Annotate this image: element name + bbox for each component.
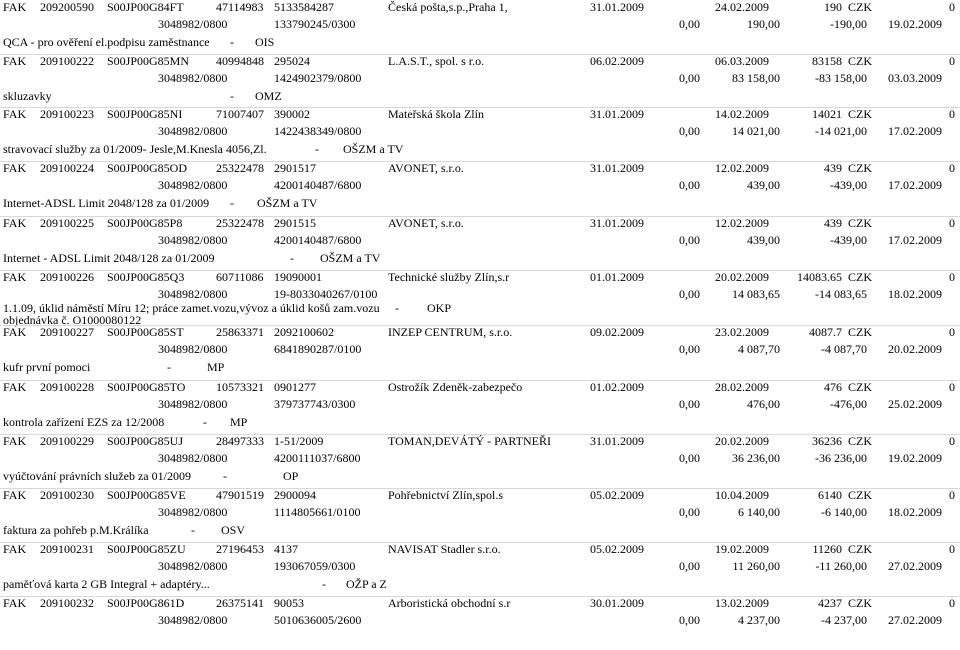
counterparty-account: 4200111037/6800 [274,451,361,465]
currency: CZK [848,54,872,68]
amount-formatted: 4 237,00 [738,613,780,627]
doc-number: 209100232 [40,596,94,610]
payment-date: 17.02.2009 [888,124,942,138]
due-date: 13.02.2009 [715,596,769,610]
note-dash: - [223,469,227,483]
partner-ico: 25322478 [216,216,264,230]
variable-symbol: 5133584287 [274,0,334,14]
partner-name: NAVISAT Stadler s.r.o. [388,542,501,556]
doc-type: FAK [3,542,27,556]
bank-account: 3048982/0800 [158,559,228,573]
invoice-record [0,542,960,596]
doc-reference: S00JP00G85P8 [107,216,183,230]
paid-amount: 0,00 [679,178,700,192]
invoice-amount: 14021 [812,107,842,121]
due-date: 12.02.2009 [715,161,769,175]
department: OŠZM a TV [257,196,318,210]
issue-date: 30.01.2009 [590,596,644,610]
partner-ico: 26375141 [216,596,264,610]
department: OKP [427,301,452,315]
status-flag: 0 [949,216,955,230]
doc-reference: S00JP00G85MN [107,54,190,68]
currency: CZK [848,270,872,284]
doc-number: 209100222 [40,54,94,68]
doc-type: FAK [3,107,27,121]
partner-ico: 28497333 [216,434,264,448]
due-date: 14.02.2009 [715,107,769,121]
note-dash: - [230,35,234,49]
bank-account: 3048982/0800 [158,178,228,192]
amount-formatted: 11 260,00 [732,559,780,573]
paid-amount: 0,00 [679,613,700,627]
balance: -190,00 [830,17,867,31]
invoice-note: vyúčtování právních služeb za 01/2009 [3,469,191,483]
doc-reference: S00JP00G85ZU [107,542,186,556]
department: OŠZM a TV [343,142,404,156]
balance: -6 140,00 [821,505,867,519]
variable-symbol: 1-51/2009 [274,434,324,448]
invoice-note: kufr první pomoci [3,360,91,374]
paid-amount: 0,00 [679,397,700,411]
invoice-amount: 4087.7 [809,325,842,339]
partner-ico: 60711086 [216,270,264,284]
invoice-amount: 11260 [812,542,842,556]
doc-number: 209100227 [40,325,94,339]
doc-reference: S00JP00G85NI [107,107,183,121]
partner-ico: 47114983 [216,0,264,14]
status-flag: 0 [949,434,955,448]
due-date: 20.02.2009 [715,434,769,448]
partner-name: INZEP CENTRUM, s.r.o. [388,325,513,339]
variable-symbol: 2901515 [274,216,316,230]
counterparty-account: 1114805661/0100 [274,505,361,519]
amount-formatted: 439,00 [747,178,780,192]
variable-symbol: 2900094 [274,488,316,502]
variable-symbol: 295024 [274,54,310,68]
amount-formatted: 36 236,00 [732,451,780,465]
currency: CZK [848,542,872,556]
doc-number: 209100230 [40,488,94,502]
payment-date: 18.02.2009 [888,287,942,301]
status-flag: 0 [949,542,955,556]
bank-account: 3048982/0800 [158,505,228,519]
status-flag: 0 [949,380,955,394]
issue-date: 09.02.2009 [590,325,644,339]
invoice-amount: 4237 [818,596,842,610]
partner-ico: 25863371 [216,325,264,339]
issue-date: 31.01.2009 [590,216,644,230]
bank-account: 3048982/0800 [158,342,228,356]
currency: CZK [848,161,872,175]
invoice-note: Internet-ADSL Limit 2048/128 za 01/2009 [3,196,210,210]
counterparty-account: 1422438349/0800 [274,124,362,138]
doc-type: FAK [3,325,27,339]
counterparty-account: 19-8033040267/0100 [274,287,378,301]
currency: CZK [848,0,872,14]
partner-name: Česká pošta,s.p.,Praha 1, [388,0,508,14]
partner-ico: 47901519 [216,488,264,502]
amount-formatted: 14 021,00 [732,124,780,138]
partner-name: AVONET, s.r.o. [388,216,464,230]
currency: CZK [848,380,872,394]
doc-type: FAK [3,270,27,284]
department: MP [207,360,225,374]
status-flag: 0 [949,0,955,14]
balance: -11 260,00 [815,559,867,573]
bank-account: 3048982/0800 [158,451,228,465]
note-dash: - [230,196,234,210]
invoice-record [0,596,960,650]
doc-type: FAK [3,0,27,14]
invoice-note: Internet - ADSL Limit 2048/128 za 01/2009 [3,251,215,265]
amount-formatted: 476,00 [747,397,780,411]
department: OŽP a Z [346,577,387,591]
balance: -439,00 [830,233,867,247]
partner-name: L.A.S.T., spol. s r.o. [388,54,485,68]
variable-symbol: 2092100602 [274,325,334,339]
payment-date: 17.02.2009 [888,233,942,247]
due-date: 28.02.2009 [715,380,769,394]
balance: -14 021,00 [815,124,867,138]
due-date: 10.04.2009 [715,488,769,502]
paid-amount: 0,00 [679,71,700,85]
payment-date: 19.02.2009 [888,451,942,465]
payment-date: 25.02.2009 [888,397,942,411]
counterparty-account: 1424902379/0800 [274,71,362,85]
doc-type: FAK [3,488,27,502]
invoice-note: skluzavky [3,89,52,103]
doc-type: FAK [3,161,27,175]
invoice-note: paměťová karta 2 GB Integral + adaptéry... [3,577,210,591]
department: OŠZM a TV [320,251,381,265]
variable-symbol: 19090001 [274,270,322,284]
payment-date: 19.02.2009 [888,17,942,31]
counterparty-account: 193067059/0300 [274,559,356,573]
department: OIS [255,35,275,49]
invoice-record [0,54,960,108]
variable-symbol: 390002 [274,107,310,121]
department: OMZ [255,89,282,103]
invoice-record [0,488,960,542]
partner-ico: 25322478 [216,161,264,175]
invoice-amount: 14083.65 [797,270,842,284]
amount-formatted: 190,00 [747,17,780,31]
invoice-note-secondary: objednávka č. O1000080122 [3,313,142,327]
partner-ico: 71007407 [216,107,264,121]
doc-number: 209100224 [40,161,94,175]
status-flag: 0 [949,596,955,610]
bank-account: 3048982/0800 [158,233,228,247]
bank-account: 3048982/0800 [158,287,228,301]
invoice-note: stravovací služby za 01/2009- Jesle,M.Knesla 4056,Zl. [3,142,267,156]
doc-type: FAK [3,596,27,610]
status-flag: 0 [949,270,955,284]
counterparty-account: 4200140487/6800 [274,233,362,247]
paid-amount: 0,00 [679,233,700,247]
doc-number: 209100231 [40,542,94,556]
doc-number: 209100228 [40,380,94,394]
partner-ico: 10573321 [216,380,264,394]
payment-date: 20.02.2009 [888,342,942,356]
invoice-amount: 439 [824,216,842,230]
partner-name: Technické služby Zlín,s.r [388,270,510,284]
department: MP [230,415,248,429]
currency: CZK [848,488,872,502]
due-date: 24.02.2009 [715,0,769,14]
doc-reference: S00JP00G85UJ [107,434,184,448]
amount-formatted: 14 083,65 [732,287,780,301]
issue-date: 31.01.2009 [590,434,644,448]
partner-ico: 40994848 [216,54,264,68]
paid-amount: 0,00 [679,342,700,356]
variable-symbol: 2901517 [274,161,316,175]
balance: -14 083,65 [815,287,867,301]
issue-date: 05.02.2009 [590,488,644,502]
amount-formatted: 439,00 [747,233,780,247]
doc-reference: S00JP00G85ST [107,325,184,339]
bank-account: 3048982/0800 [158,71,228,85]
paid-amount: 0,00 [679,17,700,31]
issue-date: 06.02.2009 [590,54,644,68]
doc-reference: S00JP00G85OD [107,161,188,175]
issue-date: 01.01.2009 [590,270,644,284]
doc-reference: S00JP00G861D [107,596,185,610]
issue-date: 31.01.2009 [590,161,644,175]
invoice-note: QCA - pro ověření el.podpisu zaměstnance [3,35,210,49]
doc-number: 209200590 [40,0,94,14]
note-dash: - [290,251,294,265]
balance: -4 237,00 [821,613,867,627]
partner-name: TOMAN,DEVÁTÝ - PARTNEŘI [388,434,551,448]
bank-account: 3048982/0800 [158,124,228,138]
department: OSV [221,523,246,537]
doc-type: FAK [3,380,27,394]
variable-symbol: 0901277 [274,380,316,394]
amount-formatted: 6 140,00 [738,505,780,519]
balance: -439,00 [830,178,867,192]
invoice-amount: 190 [824,0,842,14]
variable-symbol: 4137 [274,542,298,556]
counterparty-account: 379737743/0300 [274,397,356,411]
doc-reference: S00JP00G85TO [107,380,186,394]
invoice-record [0,161,960,215]
payment-date: 17.02.2009 [888,178,942,192]
bank-account: 3048982/0800 [158,397,228,411]
due-date: 19.02.2009 [715,542,769,556]
invoice-record [0,380,960,434]
department: OP [283,469,299,483]
status-flag: 0 [949,488,955,502]
note-dash: - [230,89,234,103]
counterparty-account: 133790245/0300 [274,17,356,31]
note-dash: - [315,142,319,156]
invoice-record [0,325,960,379]
counterparty-account: 5010636005/2600 [274,613,362,627]
counterparty-account: 4200140487/6800 [274,178,362,192]
currency: CZK [848,325,872,339]
payment-date: 27.02.2009 [888,559,942,573]
doc-type: FAK [3,54,27,68]
amount-formatted: 83 158,00 [732,71,780,85]
due-date: 20.02.2009 [715,270,769,284]
doc-type: FAK [3,216,27,230]
paid-amount: 0,00 [679,559,700,573]
currency: CZK [848,434,872,448]
due-date: 23.02.2009 [715,325,769,339]
partner-ico: 27196453 [216,542,264,556]
partner-name: Pohřebnictví Zlín,spol.s [388,488,503,502]
balance: -476,00 [830,397,867,411]
status-flag: 0 [949,54,955,68]
status-flag: 0 [949,161,955,175]
paid-amount: 0,00 [679,287,700,301]
currency: CZK [848,596,872,610]
invoice-amount: 36236 [812,434,842,448]
doc-number: 209100225 [40,216,94,230]
note-dash: - [395,301,399,315]
invoice-amount: 439 [824,161,842,175]
bank-account: 3048982/0800 [158,17,228,31]
payment-date: 18.02.2009 [888,505,942,519]
balance: -36 236,00 [815,451,867,465]
doc-reference: S00JP00G85Q3 [107,270,185,284]
doc-type: FAK [3,434,27,448]
payment-date: 27.02.2009 [888,613,942,627]
paid-amount: 0,00 [679,505,700,519]
payment-date: 03.03.2009 [888,71,942,85]
invoice-amount: 476 [824,380,842,394]
issue-date: 01.02.2009 [590,380,644,394]
issue-date: 31.01.2009 [590,107,644,121]
issue-date: 31.01.2009 [590,0,644,14]
doc-reference: S00JP00G84FT [107,0,184,14]
partner-name: AVONET, s.r.o. [388,161,464,175]
invoice-record [0,107,960,161]
doc-number: 209100226 [40,270,94,284]
balance: -83 158,00 [815,71,867,85]
variable-symbol: 90053 [274,596,304,610]
partner-name: Ostrožík Zdeněk-zabezpečo [388,380,523,394]
paid-amount: 0,00 [679,451,700,465]
note-dash: - [191,523,195,537]
amount-formatted: 4 087,70 [738,342,780,356]
invoice-amount: 83158 [812,54,842,68]
currency: CZK [848,216,872,230]
counterparty-account: 6841890287/0100 [274,342,362,356]
note-dash: - [203,415,207,429]
invoice-record [0,0,960,54]
invoice-record [0,270,960,327]
invoice-note: faktura za pohřeb p.M.Králíka [3,523,149,537]
doc-reference: S00JP00G85VE [107,488,186,502]
partner-name: Arboristická obchodní s.r [388,596,511,610]
invoice-note: 1.1.09, úklid náměstí Míru 12; práce zamet.vozu,vývoz a úklid košů zam.vozu [3,301,380,315]
currency: CZK [848,107,872,121]
status-flag: 0 [949,107,955,121]
due-date: 12.02.2009 [715,216,769,230]
invoice-note: kontrola zařízení EZS za 12/2008 [3,415,165,429]
invoice-amount: 6140 [818,488,842,502]
bank-account: 3048982/0800 [158,613,228,627]
balance: -4 087,70 [821,342,867,356]
invoice-record [0,434,960,488]
doc-number: 209100223 [40,107,94,121]
paid-amount: 0,00 [679,124,700,138]
issue-date: 05.02.2009 [590,542,644,556]
invoice-record [0,216,960,270]
note-dash: - [167,360,171,374]
due-date: 06.03.2009 [715,54,769,68]
status-flag: 0 [949,325,955,339]
note-dash: - [322,577,326,591]
partner-name: Mateřská škola Zlín [388,107,484,121]
doc-number: 209100229 [40,434,94,448]
